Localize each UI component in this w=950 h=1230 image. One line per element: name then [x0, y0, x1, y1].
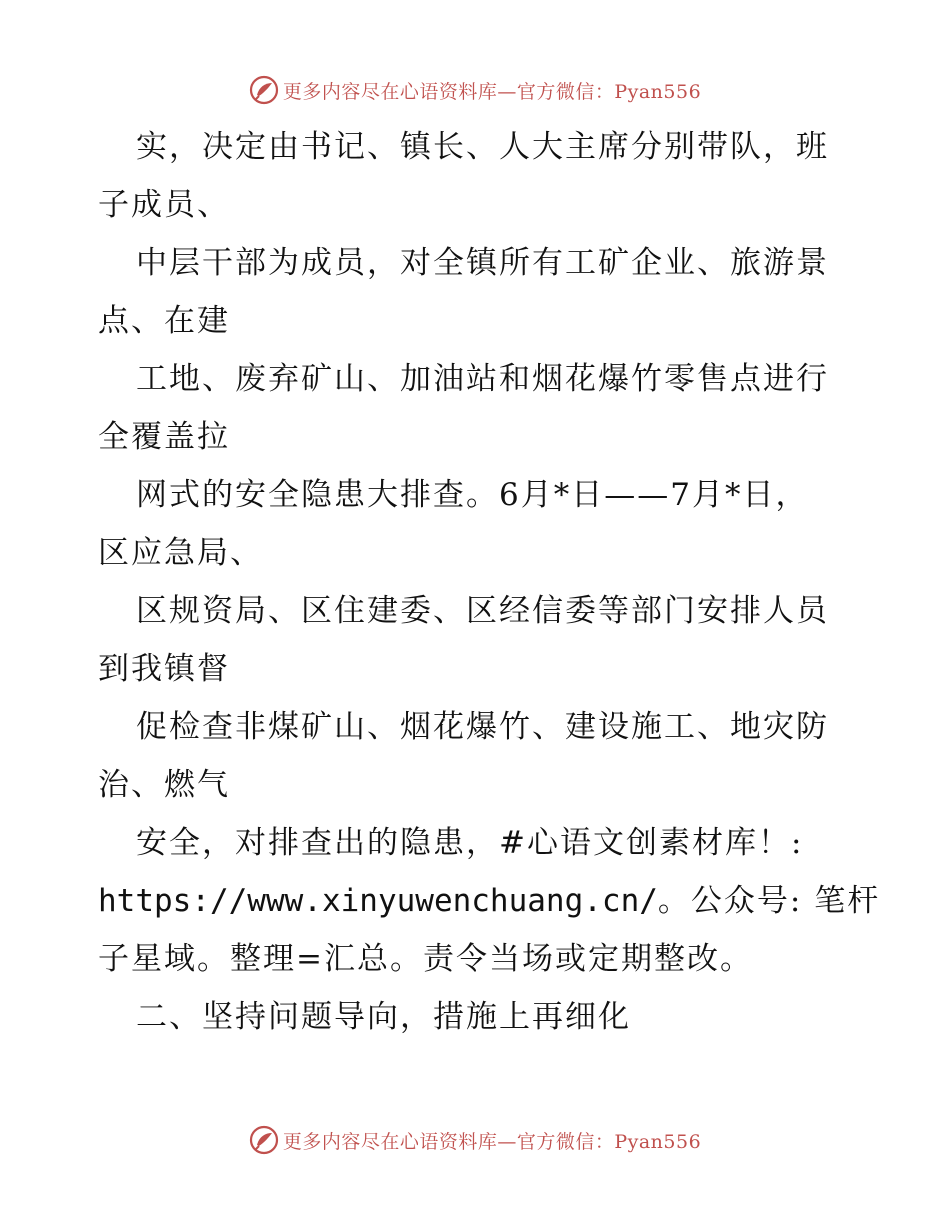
paragraph-7-line-2 [98, 872, 881, 930]
logo-icon [249, 75, 279, 105]
paragraph-7-line-1: 安全，对排查出的隐患，#心语文创素材库！: [136, 825, 804, 861]
paragraph-3-line-2: 全覆盖拉 [98, 419, 230, 455]
document-body [98, 118, 881, 1046]
paragraph-4-line-2: 区应急局、 [98, 535, 263, 571]
logo-icon [249, 1125, 279, 1155]
header-banner [0, 70, 950, 110]
paragraph-2-line-1: 中层干部为成员，对全镇所有工矿企业、旅游景 [136, 245, 829, 281]
paragraph-6-line-2: 治、燃气 [98, 767, 230, 803]
banner-text: 更多内容尽在心语资料库—官方微信：Pyan556 [282, 1130, 702, 1153]
paragraph-7-line-3: 子星域。整理=汇总。责令当场或定期整改。 [98, 941, 753, 977]
website-url[interactable]: https://www.xinyuwenchuang.cn/ [98, 883, 658, 919]
banner-text: 更多内容尽在心语资料库—官方微信：Pyan556 [282, 80, 702, 103]
paragraph-4-line-1: 网式的安全隐患大排查。6月*日——7月*日， [136, 477, 809, 513]
section-heading: 二、坚持问题导向，措施上再细化 [136, 999, 631, 1035]
paragraph-7-line-2-rest: 。公众号: 笔杆 [657, 883, 881, 919]
paragraph-1-line-1: 实，决定由书记、镇长、人大主席分别带队，班 [136, 129, 829, 165]
footer-banner [0, 1120, 950, 1160]
paragraph-3-line-1: 工地、废弃矿山、加油站和烟花爆竹零售点进行 [136, 361, 829, 397]
paragraph-5-line-1: 区规资局、区住建委、区经信委等部门安排人员 [136, 593, 829, 629]
paragraph-1-line-2: 子成员、 [98, 187, 230, 223]
paragraph-5-line-2: 到我镇督 [98, 651, 230, 687]
paragraph-2-line-2: 点、在建 [98, 303, 230, 339]
paragraph-6-line-1: 促检查非煤矿山、烟花爆竹、建设施工、地灾防 [136, 709, 829, 745]
